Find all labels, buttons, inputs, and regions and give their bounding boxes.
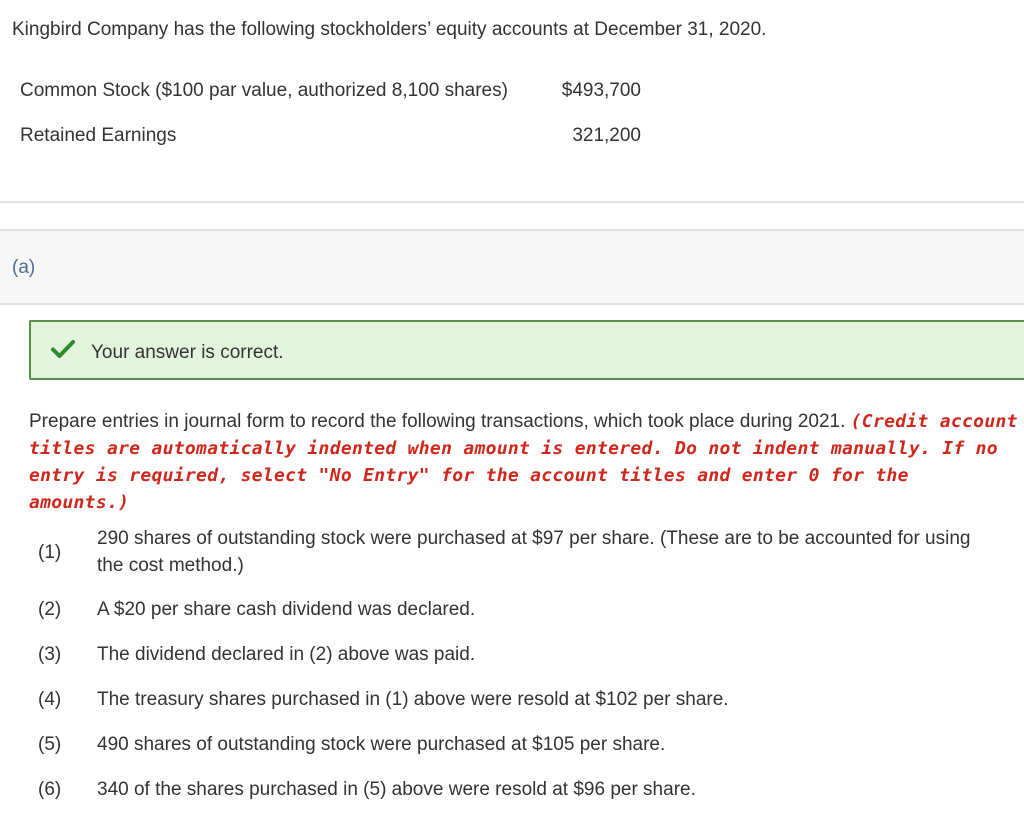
instructions: [29, 408, 1019, 516]
transaction-number: (4): [38, 689, 62, 710]
part-label: (a): [12, 257, 36, 278]
transaction-text: The treasury shares purchased in (1) above were resold at $102 per share.: [97, 689, 729, 710]
transaction-number: (6): [38, 779, 62, 800]
transaction-text: 340 of the shares purchased in (5) above were resold at $96 per share.: [97, 779, 696, 800]
transaction-text: The dividend declared in (2) above was paid.: [97, 644, 476, 665]
equity-account-label: Retained Earnings: [20, 125, 177, 146]
equity-accounts-table: [20, 80, 645, 170]
equity-account-label: Common Stock ($100 par value, authorized 8,100 shares): [20, 80, 508, 101]
equity-account-amount: $493,700: [561, 80, 641, 101]
equity-account-amount: 321,200: [572, 125, 641, 146]
transaction-number: (5): [38, 734, 62, 755]
instructions-text: Prepare entries in journal form to record the following transactions, which took place during 2021.: [29, 411, 846, 432]
feedback-message: Your answer is correct.: [91, 342, 284, 363]
section-divider: [0, 201, 1024, 203]
transaction-text: 490 shares of outstanding stock were purchased at $105 per share.: [97, 734, 666, 755]
check-icon: [51, 339, 75, 359]
transaction-number: (1): [38, 542, 62, 563]
equity-row: [20, 80, 645, 125]
problem-intro: Kingbird Company has the following stockholders’ equity accounts at December 31, 2020.: [12, 19, 767, 40]
transaction-number: (2): [38, 599, 62, 620]
transaction-text: A $20 per share cash dividend was declared.: [97, 599, 476, 620]
transaction-number: (3): [38, 644, 62, 665]
equity-row: [20, 125, 645, 170]
answer-feedback-box: [29, 320, 1024, 380]
instructions-note: (Credit account titles are automatically indented when amount is entered. Do not indent manually. If no entry is required, select "No Entry" for the account titles and enter 0 for the amounts.): [29, 411, 1018, 513]
transaction-text: 290 shares of outstanding stock were purchased at $97 per share. (These are to be accounted for using the cost method.): [97, 528, 971, 576]
part-header[interactable]: [0, 229, 1024, 305]
